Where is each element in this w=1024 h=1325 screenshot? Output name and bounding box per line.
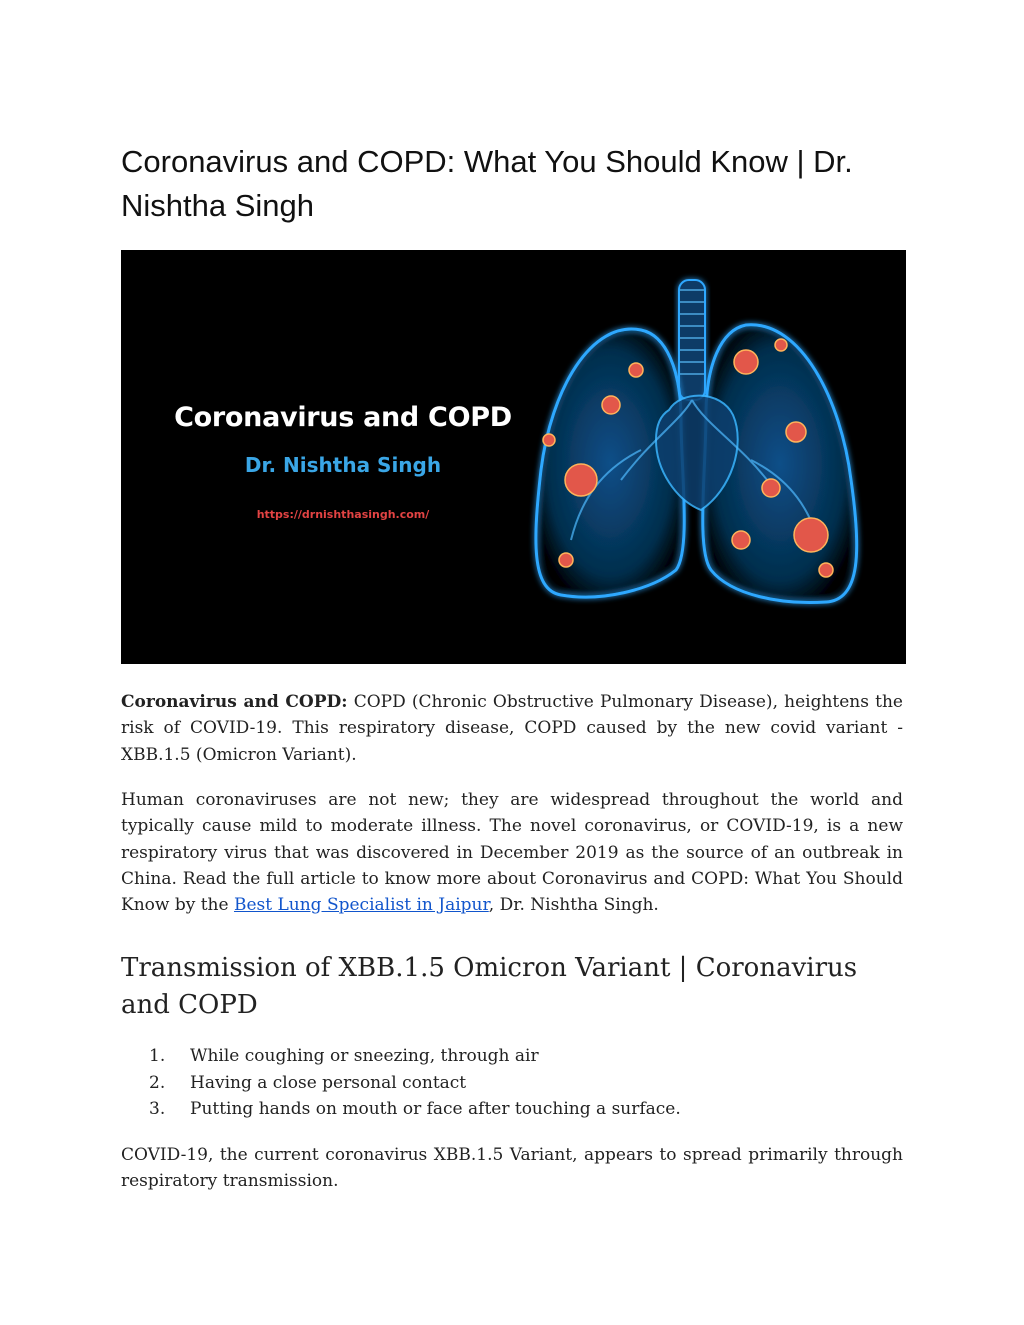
list-item-text: While coughing or sneezing, through air — [190, 1046, 539, 1066]
transmission-list — [121, 1043, 903, 1123]
list-item-number: 3. — [149, 1099, 166, 1119]
overview-text-after: , Dr. Nishtha Singh. — [488, 895, 659, 916]
list-item-number: 2. — [149, 1072, 166, 1093]
list-item-text: Putting hands on mouth or face after touching a surface. — [190, 1099, 681, 1119]
banner-url: https://drnishthasingh.com/ — [256, 508, 430, 521]
list-item-number: 1. — [149, 1046, 166, 1066]
banner-subtitle: Dr. Nishtha Singh — [244, 453, 442, 477]
intro-paragraph — [121, 689, 903, 768]
intro-text: COPD (Chronic Obstructive Pulmonary Disease), heightens the risk of COVID-19. This respiratory disease, COPD caused by the new covid variant - XBB.1.5 (Omicron Variant). — [121, 692, 903, 765]
page-title: Coronavirus and COPD: What You Should Know | Dr. Nishtha Singh — [121, 144, 853, 223]
transmission-heading: Transmission of XBB.1.5 Omicron Variant | Coronavirus and COPD — [121, 953, 858, 1020]
list-item — [121, 1096, 903, 1123]
respiratory-transmission-paragraph: COVID-19, the current coronavirus XBB.1.5 Variant, appears to spread primarily through respiratory transmission. — [121, 1145, 903, 1192]
list-item — [121, 1043, 903, 1070]
list-item-text: Having a close personal contact — [190, 1072, 467, 1093]
article-banner-image — [121, 250, 906, 664]
lung-specialist-link[interactable]: Best Lung Specialist in Jaipur — [233, 895, 489, 916]
intro-lead: Coronavirus and COPD: — [121, 692, 348, 712]
overview-text-before: Human coronaviruses are not new; they are widespread throughout the world and typically cause mild to moderate illness. The novel coronavirus, or COVID-19, is a new respiratory virus that was discovered in December 2019 as the source of an outbreak in China. Read the full article to know more about Coronavirus and COPD: What You Should Know by the — [121, 790, 903, 916]
overview-paragraph — [121, 787, 903, 918]
trachea-shape — [679, 280, 705, 400]
banner-title: Coronavirus and COPD — [174, 402, 512, 433]
list-item — [121, 1070, 903, 1097]
